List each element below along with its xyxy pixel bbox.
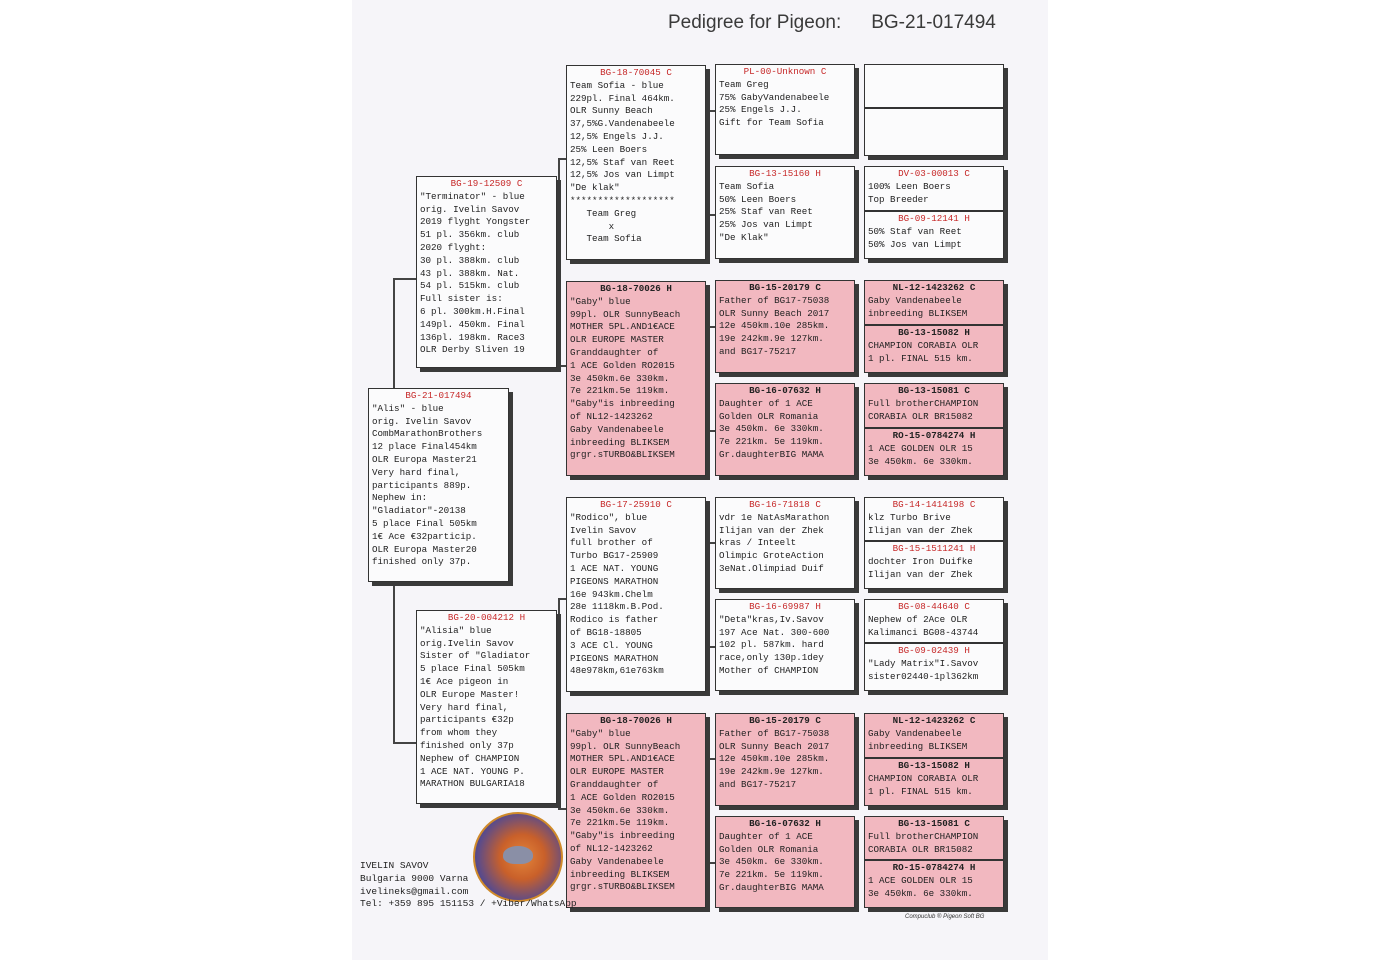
dam-dam-dam-card (715, 816, 855, 908)
pigeon-notes: Full brotherCHAMPION CORABIA OLR BR15082 (868, 397, 979, 422)
ring-number: BG-13-15081 C (898, 385, 970, 396)
dam-sire-dam-card (715, 599, 855, 691)
ancestor-card (864, 497, 1004, 541)
pigeon-notes: Father of BG17-75038 OLR Sunny Beach 2017 12e 450km.10e 285km. 19e 242km.9e 127km. and BG17-75217 (719, 294, 830, 357)
ring-number: BG-13-15081 C (898, 818, 970, 829)
connector (706, 110, 708, 214)
ancestor-pair (864, 166, 1004, 259)
ring-number: BG-16-71818 C (749, 499, 821, 510)
pigeon-notes: "Rodico", blue Ivelin Savov full brother of Turbo BG17-25909 1 ACE NAT. YOUNG PIGEONS MARATHON 16e 943km.Chelm 28e 1118km.B.Pod. Rodico is father of BG18-18805 3 ACE Cl. YOUNG PIGEONS MARATHON 48e978km,61e763km (570, 511, 664, 677)
ring-number: BG-16-07632 H (749, 385, 821, 396)
connector (393, 742, 417, 744)
connector (706, 758, 708, 862)
ancestor-card (864, 713, 1004, 758)
ancestor-card (864, 541, 1004, 589)
sire-card (416, 176, 557, 368)
sire-sire-card (566, 65, 706, 260)
pigeon-id: BG-21-017494 (871, 12, 996, 33)
pigeon-notes: 1 ACE GOLDEN OLR 15 3e 450km. 6e 330km. (868, 874, 973, 899)
pigeon-notes: "Terminator" - blue orig. Ivelin Savov 2019 flyght Yongster 51 pl. 356km. club 2020 flyght: 30 pl. 388km. club 43 pl. 388km. Nat. 54 pl. 515km. club Full sister is: 6 pl. 300km.H.Final 149pl. 450km. Final 136pl. 198km. Race3 OLR Derby Sliven 19 (420, 190, 531, 356)
ancestor-card (864, 211, 1004, 259)
dam-sire-card (566, 497, 706, 692)
pigeon-notes: vdr 1e NatAsMarathon Ilijan van der Zhek kras / Inteelt Olimpic GroteAction 3eNat.Olimpiad Duif (719, 511, 830, 574)
pigeon-notes: Gaby Vandenabeele inbreeding BLIKSEM (868, 294, 968, 319)
pigeon-notes: Daughter of 1 ACE Golden OLR Romania 3e 450km. 6e 330km. 7e 221km. 5e 119km. Gr.daughterBIG MAMA (719, 397, 824, 460)
ring-number: BG-14-1414198 C (892, 499, 976, 510)
ring-number: RO-15-0784274 H (892, 430, 976, 441)
pigeon-notes: klz Turbo Brive Ilijan van der Zhek (868, 511, 973, 536)
connector (558, 598, 560, 808)
ring-number: BG-08-44640 C (898, 601, 970, 612)
ancestor-card (864, 325, 1004, 373)
title-label: Pedigree for Pigeon: (668, 12, 842, 33)
ring-number: BG-16-69987 H (749, 601, 821, 612)
page-title (668, 12, 996, 34)
pigeon-notes: 1 ACE GOLDEN OLR 15 3e 450km. 6e 330km. (868, 442, 973, 467)
ancestor-pair (864, 383, 1004, 476)
ancestor-card (864, 428, 1004, 476)
pigeon-notes: "Deta"kras,Iv.Savov 197 Ace Nat. 300-600 102 pl. 587km. hard race,only 130p.1dey Mother of CHAMPION (719, 613, 830, 676)
ancestor-pair (864, 497, 1004, 589)
ring-number: BG-19-12509 C (450, 178, 523, 189)
ancestor-card (864, 64, 1004, 108)
connector (706, 542, 708, 646)
connector (393, 278, 395, 390)
ancestor-pair (864, 64, 1004, 156)
ring-number: PL-00-Unknown C (743, 66, 827, 77)
ring-number: BG-15-1511241 H (892, 543, 976, 554)
connector (706, 326, 708, 430)
software-credit: Compuclub ® Pigeon Soft BG (905, 914, 985, 920)
ring-number: BG-18-70026 H (600, 283, 672, 294)
ring-number: NL-12-1423262 C (892, 282, 976, 293)
pigeon-notes: "Alis" - blue orig. Ivelin Savov CombMarathonBrothers 12 place Final454km OLR Europa Master21 Very hard final, participants 889p. Nephew in: "Gladiator"-20138 5 place Final 505km 1€ Ace €32particip. OLR Europa Master20 finished only 37p. (372, 402, 483, 568)
ring-number: NL-12-1423262 C (892, 715, 976, 726)
ring-number: BG-18-70045 C (600, 67, 672, 78)
pigeon-notes: Nephew of 2Ace OLR Kalimanci BG08-43744 (868, 613, 979, 638)
ancestor-pair (864, 816, 1004, 908)
ancestor-pair (864, 713, 1004, 806)
connector (393, 582, 395, 742)
pigeon-notes: Team Sofia 50% Leen Boers 25% Staf van Reet 25% Jos van Limpt "De Klak" (719, 180, 813, 243)
ancestor-pair (864, 599, 1004, 691)
ring-number: BG-15-20179 C (749, 715, 821, 726)
ring-number: BG-09-02439 H (898, 645, 970, 656)
connector (393, 278, 417, 280)
pigeon-notes: Daughter of 1 ACE Golden OLR Romania 3e 450km. 6e 330km. 7e 221km. 5e 119km. Gr.daughterBIG MAMA (719, 830, 824, 893)
ring-number: BG-16-07632 H (749, 818, 821, 829)
dam-card (416, 610, 557, 804)
pigeon-notes: Team Sofia - blue 229pl. Final 464km. OLR Sunny Beach 37,5%G.Vandenabeele 12,5% Engels J.J. 25% Leen Boers 12,5% Staf van Reet 12,5% Jos van Limpt "De klak" ******************* Team Greg x Team Sofia (570, 79, 675, 245)
ring-number: BG-15-20179 C (749, 282, 821, 293)
ancestor-pair (864, 280, 1004, 373)
pigeon-notes: Gaby Vandenabeele inbreeding BLIKSEM (868, 727, 968, 752)
ring-number: BG-13-15160 H (749, 168, 821, 179)
pigeon-notes: "Gaby" blue 99pl. OLR SunnyBeach MOTHER 5PL.AND1€ACE OLR EUROPE MASTER Granddaughter of 1 ACE Golden RO2015 3e 450km.6e 330km. 7e 221km.5e 119km. "Gaby"is inbreeding of NL12-1423262 Gaby Vandenabeele inbreeding BLIKSEM grgr.sTURBO&BLIKSEM (570, 727, 681, 893)
sire-sire-dam-card (715, 166, 855, 259)
pigeon-notes: CHAMPION CORABIA OLR 1 pl. FINAL 515 km. (868, 772, 979, 797)
dam-dam-card (566, 713, 706, 908)
dam-dam-sire-card (715, 713, 855, 806)
pigeon-notes: dochter Iron Duifke Ilijan van der Zhek (868, 555, 973, 580)
ring-number: BG-13-15082 H (898, 327, 970, 338)
ring-number: BG-21-017494 (405, 390, 472, 401)
ancestor-card (864, 108, 1004, 156)
pigeon-notes: "Alisia" blue orig.Ivelin Savov Sister of "Gladiator 5 place Final 505km 1€ Ace pigeon in OLR Europe Master! Very hard final, participants €32p from whom they finished only 37p Nephew of CHAMPION 1 ACE NAT. YOUNG P. MARATHON BULGARIA18 (420, 624, 531, 790)
ancestor-card (864, 643, 1004, 691)
ring-number: RO-15-0784274 H (892, 862, 976, 873)
connector (558, 158, 560, 366)
pigeon-notes: 100% Leen Boers Top Breeder (868, 180, 951, 205)
pigeon-notes: "Gaby" blue 99pl. OLR SunnyBeach MOTHER 5PL.AND1€ACE OLR EUROPE MASTER Granddaughter of 1 ACE Golden RO2015 3e 450km.6e 330km. 7e 221km.5e 119km. "Gaby"is inbreeding of NL12-1423262 Gaby Vandenabeele inbreeding BLIKSEM grgr.sTURBO&BLIKSEM (570, 295, 681, 461)
ancestor-card (864, 758, 1004, 806)
sire-dam-card (566, 281, 706, 476)
ancestor-card (864, 383, 1004, 428)
ancestor-card (864, 599, 1004, 643)
sire-sire-sire-card (715, 64, 855, 155)
subject-pigeon-card (368, 388, 509, 582)
sire-dam-dam-card (715, 383, 855, 476)
ring-number: BG-13-15082 H (898, 760, 970, 771)
ancestor-card (864, 280, 1004, 325)
ancestor-card (864, 860, 1004, 908)
pigeon-notes: CHAMPION CORABIA OLR 1 pl. FINAL 515 km. (868, 339, 979, 364)
ring-number: BG-09-12141 H (898, 213, 970, 224)
owner-contact: IVELIN SAVOV Bulgaria 9000 Varna ivelineks@gmail.com Tel: +359 895 151153 / +Viber/WhatsApp (360, 860, 577, 910)
pigeon-notes: Team Greg 75% GabyVandenabeele 25% Engels J.J. Gift for Team Sofia (719, 78, 830, 129)
dam-sire-sire-card (715, 497, 855, 589)
ancestor-card (864, 166, 1004, 211)
ring-number: BG-18-70026 H (600, 715, 672, 726)
pigeon-notes: Full brotherCHAMPION CORABIA OLR BR15082 (868, 830, 979, 855)
sire-dam-sire-card (715, 280, 855, 373)
ring-number: BG-17-25910 C (600, 499, 672, 510)
ring-number: BG-20-004212 H (447, 612, 526, 623)
ancestor-card (864, 816, 1004, 860)
pigeon-notes: "Lady Matrix"I.Savov sister02440-1pl362km (868, 657, 979, 682)
pigeon-notes: 50% Staf van Reet 50% Jos van Limpt (868, 225, 962, 250)
pigeon-notes: Father of BG17-75038 OLR Sunny Beach 2017 12e 450km.10e 285km. 19e 242km.9e 127km. and BG17-75217 (719, 727, 830, 790)
ring-number: DV-03-00013 C (898, 168, 970, 179)
